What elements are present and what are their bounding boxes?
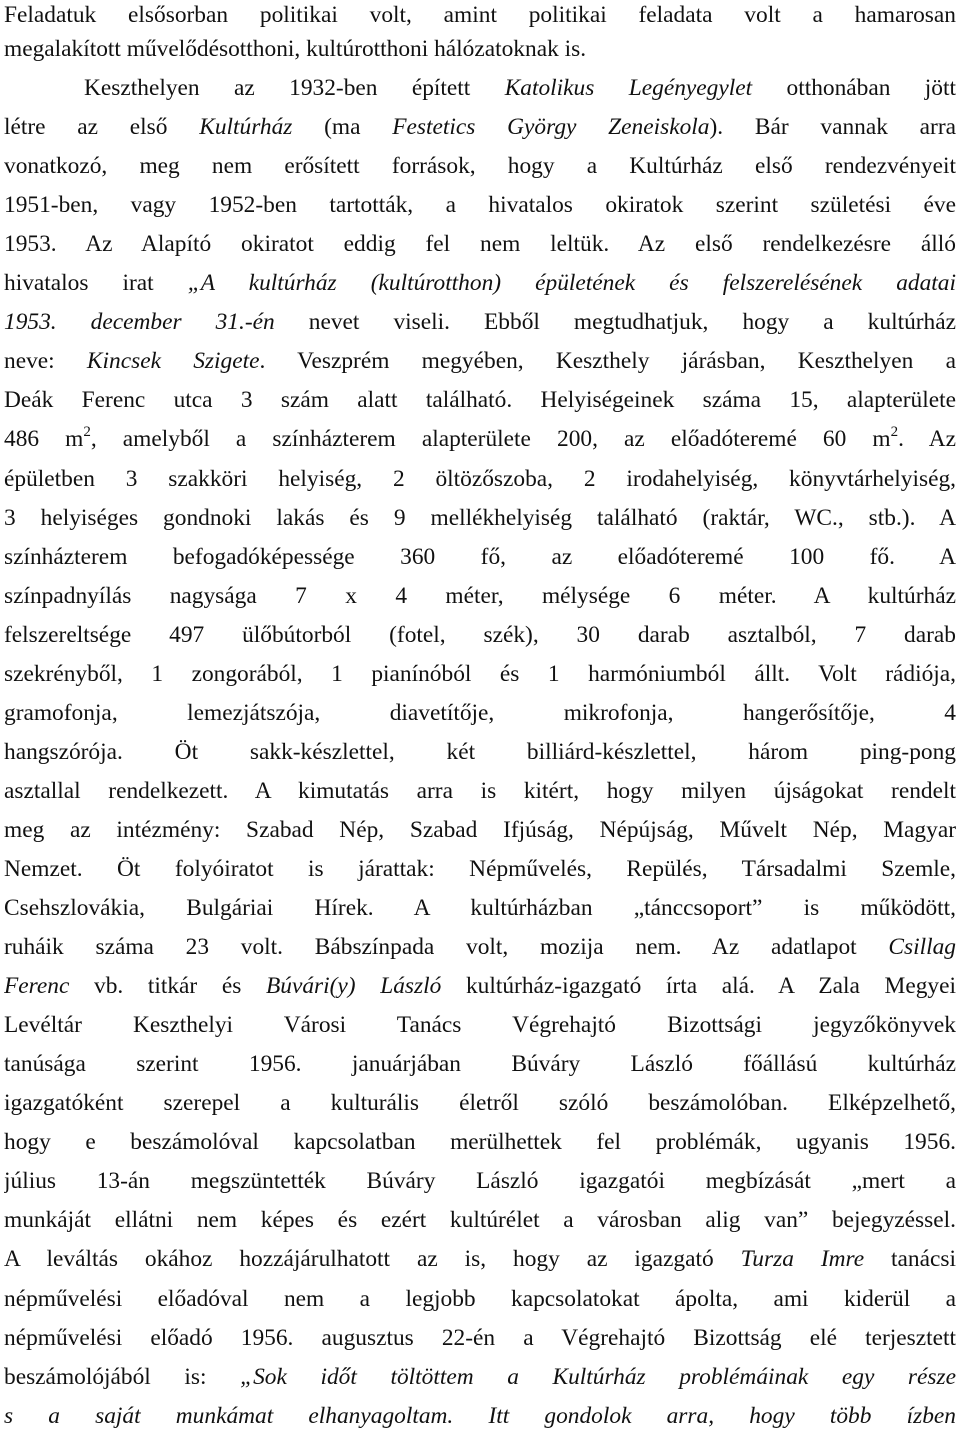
text-line (4, 303, 956, 342)
text-segment: tanácsi (864, 1246, 956, 1273)
text-segment: július 13-án megszüntették Búváry László igazgatói megbízását „mert a (4, 1168, 956, 1195)
text-segment: szekrényből, 1 zongorából, 1 pianínóból és 1 harmóniumból állt. Volt rádiója, (4, 660, 956, 687)
text-segment: népművelési előadó 1956. augusztus 22-én a Végrehajtó Bizottság elé terjesztett (4, 1324, 956, 1351)
text-line (4, 381, 956, 420)
text-line (4, 420, 956, 459)
text-line (4, 460, 956, 499)
italic-text: Festetics György Zeneiskola (392, 114, 710, 141)
text-segment: meg az intézmény: Szabad Nép, Szabad Ifjúság, Népújság, Művelt Nép, Magyar (4, 816, 956, 843)
text-segment: színpadnyílás nagysága 7 x 4 méter, mélysége 6 méter. A kultúrház (4, 582, 956, 609)
text-line (4, 577, 956, 616)
text-line (4, 1397, 956, 1436)
text-segment: felszereltsége 497 ülőbútorból (fotel, szék), 30 darab asztalból, 7 darab (4, 621, 956, 648)
text-line (4, 264, 956, 303)
italic-text: s a saját munkámat elhanyagoltam. Itt gondolok arra, hogy több ízben (4, 1402, 956, 1429)
superscript: 2 (890, 423, 899, 440)
text-segment: ruháik száma 23 volt. Bábszínpada volt, mozija nem. Az adatlapot (4, 934, 889, 961)
text-segment: színházterem befogadóképessége 360 fő, az előadóteremé 100 fő. A (4, 543, 956, 570)
text-segment: Keszthelyen az 1932-ben épített (84, 75, 505, 102)
text-segment: igazgatóként szerepel a kulturális életről szóló beszámolóban. Elképzelhető, (4, 1090, 956, 1117)
text-line (4, 850, 956, 889)
text-segment: Csehszlovákia, Bulgáriai Hírek. A kultúrházban „tánccsoport” is működött, (4, 895, 956, 922)
text-line (4, 499, 956, 538)
text-segment: (ma (292, 114, 393, 141)
text-line (4, 811, 956, 850)
text-segment: Feladatuk elsősorban politikai volt, amint politikai feladata volt a hamarosan (4, 2, 956, 28)
text-segment: megalakított művelődésotthoni, kultúrotthoni hálózatoknak is. (4, 36, 587, 62)
text-segment: épületben 3 szakköri helyiség, 2 öltözőszoba, 2 irodahelyiség, könyvtárhelyiség, (4, 465, 956, 492)
text-line (4, 538, 956, 577)
text-line (4, 1123, 956, 1162)
text-segment: tanúsága szerint 1956. januárjában Búváry László főállású kultúrház (4, 1051, 956, 1078)
italic-text: Kincsek Szigete (86, 348, 260, 375)
text-line (4, 616, 956, 655)
text-segment: ). Bár vannak arra (709, 114, 956, 141)
text-line (4, 655, 956, 694)
italic-text: Ferenc (4, 973, 70, 1000)
text-line (4, 0, 956, 30)
italic-text: Kultúrház (199, 114, 293, 141)
body-text (4, 0, 956, 1436)
text-segment: népművelési előadóval nem a legjobb kapcsolatokat ápolta, ami kiderül a (4, 1285, 956, 1312)
text-segment: gramofonja, lemezjátszója, diavetítője, mikrofonja, hangerősítője, 4 (4, 699, 956, 726)
text-segment: 3 helyiséges gondnoki lakás és 9 mellékhelyiség található (raktár, WC., stb.). A (4, 504, 956, 531)
italic-text: „A kultúrház (kultúrotthon) épületének és felszerelésének adatai (187, 270, 956, 297)
text-line (4, 1201, 956, 1240)
text-line (4, 1045, 956, 1084)
text-line (4, 694, 956, 733)
document-page (4, 0, 956, 1436)
italic-text: 1953. december 31.-én (4, 309, 275, 336)
text-segment: létre az első (4, 114, 200, 141)
text-line (4, 889, 956, 928)
text-segment: hogy e beszámolóval kapcsolatban merülhettek fel problémák, ugyanis 1956. (4, 1129, 956, 1156)
text-segment: Nemzet. Öt folyóiratot is járattak: Népművelés, Repülés, Társadalmi Szemle, (4, 855, 956, 882)
italic-text: Csillag (888, 934, 956, 961)
text-segment: Deák Ferenc utca 3 szám alatt található. Helyiségeinek száma 15, alapterülete (4, 387, 956, 414)
text-line (4, 967, 956, 1006)
text-line (4, 772, 956, 811)
text-segment: asztallal rendelkezett. A kimutatás arra is kitért, hogy milyen újságokat rendelt (4, 777, 956, 804)
text-segment: kultúrház-igazgató írta alá. A Zala Megyei (441, 973, 956, 1000)
text-line (4, 147, 956, 186)
text-segment: 486 m (4, 426, 84, 453)
text-segment: . Az (898, 426, 956, 453)
text-segment: Levéltár Keszthelyi Városi Tanács Végrehajtó Bizottsági jegyzőkönyvek (4, 1012, 956, 1039)
text-line (4, 1358, 956, 1397)
text-segment: . Veszprém megyében, Keszthely járásban, Keszthelyen a (259, 348, 956, 375)
text-line (4, 1280, 956, 1319)
italic-text: „Sok időt töltöttem a Kultúrház problémáinak egy része (240, 1363, 956, 1390)
text-segment: hangszórója. Öt sakk-készlettel, két billiárd-készlettel, három ping-pong (4, 738, 956, 765)
text-segment: munkáját ellátni nem képes és ezért kultúrélet a városban alig van” bejegyzéssel. (4, 1207, 956, 1234)
text-line (4, 733, 956, 772)
italic-text: Búvári(y) László (265, 973, 442, 1000)
text-segment: 1953. Az Alapító okiratot eddig fel nem leltük. Az első rendelkezésre álló (4, 231, 956, 258)
text-line (4, 1319, 956, 1358)
text-line (4, 1084, 956, 1123)
italic-text: Katolikus Legényegylet (504, 75, 753, 102)
text-segment: nevet viseli. Ebből megtudhatjuk, hogy a kultúrház (274, 309, 956, 336)
text-segment: vb. titkár és (69, 973, 266, 1000)
italic-text: Turza Imre (740, 1246, 865, 1273)
text-segment: vonatkozó, meg nem erősített források, hogy a Kultúrház első rendezvényeit (4, 153, 956, 180)
text-line (4, 30, 956, 69)
text-line (4, 1162, 956, 1201)
superscript: 2 (83, 423, 91, 440)
text-line (4, 928, 956, 967)
text-line (4, 1240, 956, 1279)
text-line (4, 342, 956, 381)
text-segment: A leváltás okához hozzájárulhatott az is, hogy az igazgató (4, 1246, 741, 1273)
text-line (4, 1006, 956, 1045)
text-segment: beszámolójából is: (4, 1363, 241, 1390)
text-line (4, 225, 956, 264)
text-line (4, 69, 956, 108)
text-segment: 1951-ben, vagy 1952-ben tartották, a hivatalos okiratok szerint születési éve (4, 192, 956, 219)
text-segment: otthonában jött (752, 75, 956, 102)
text-line (4, 186, 956, 225)
text-segment: neve: (4, 348, 87, 375)
text-line (4, 108, 956, 147)
text-segment: , amelyből a színházterem alapterülete 200, az előadóteremé 60 m (90, 426, 891, 453)
text-segment: hivatalos irat (4, 270, 188, 297)
